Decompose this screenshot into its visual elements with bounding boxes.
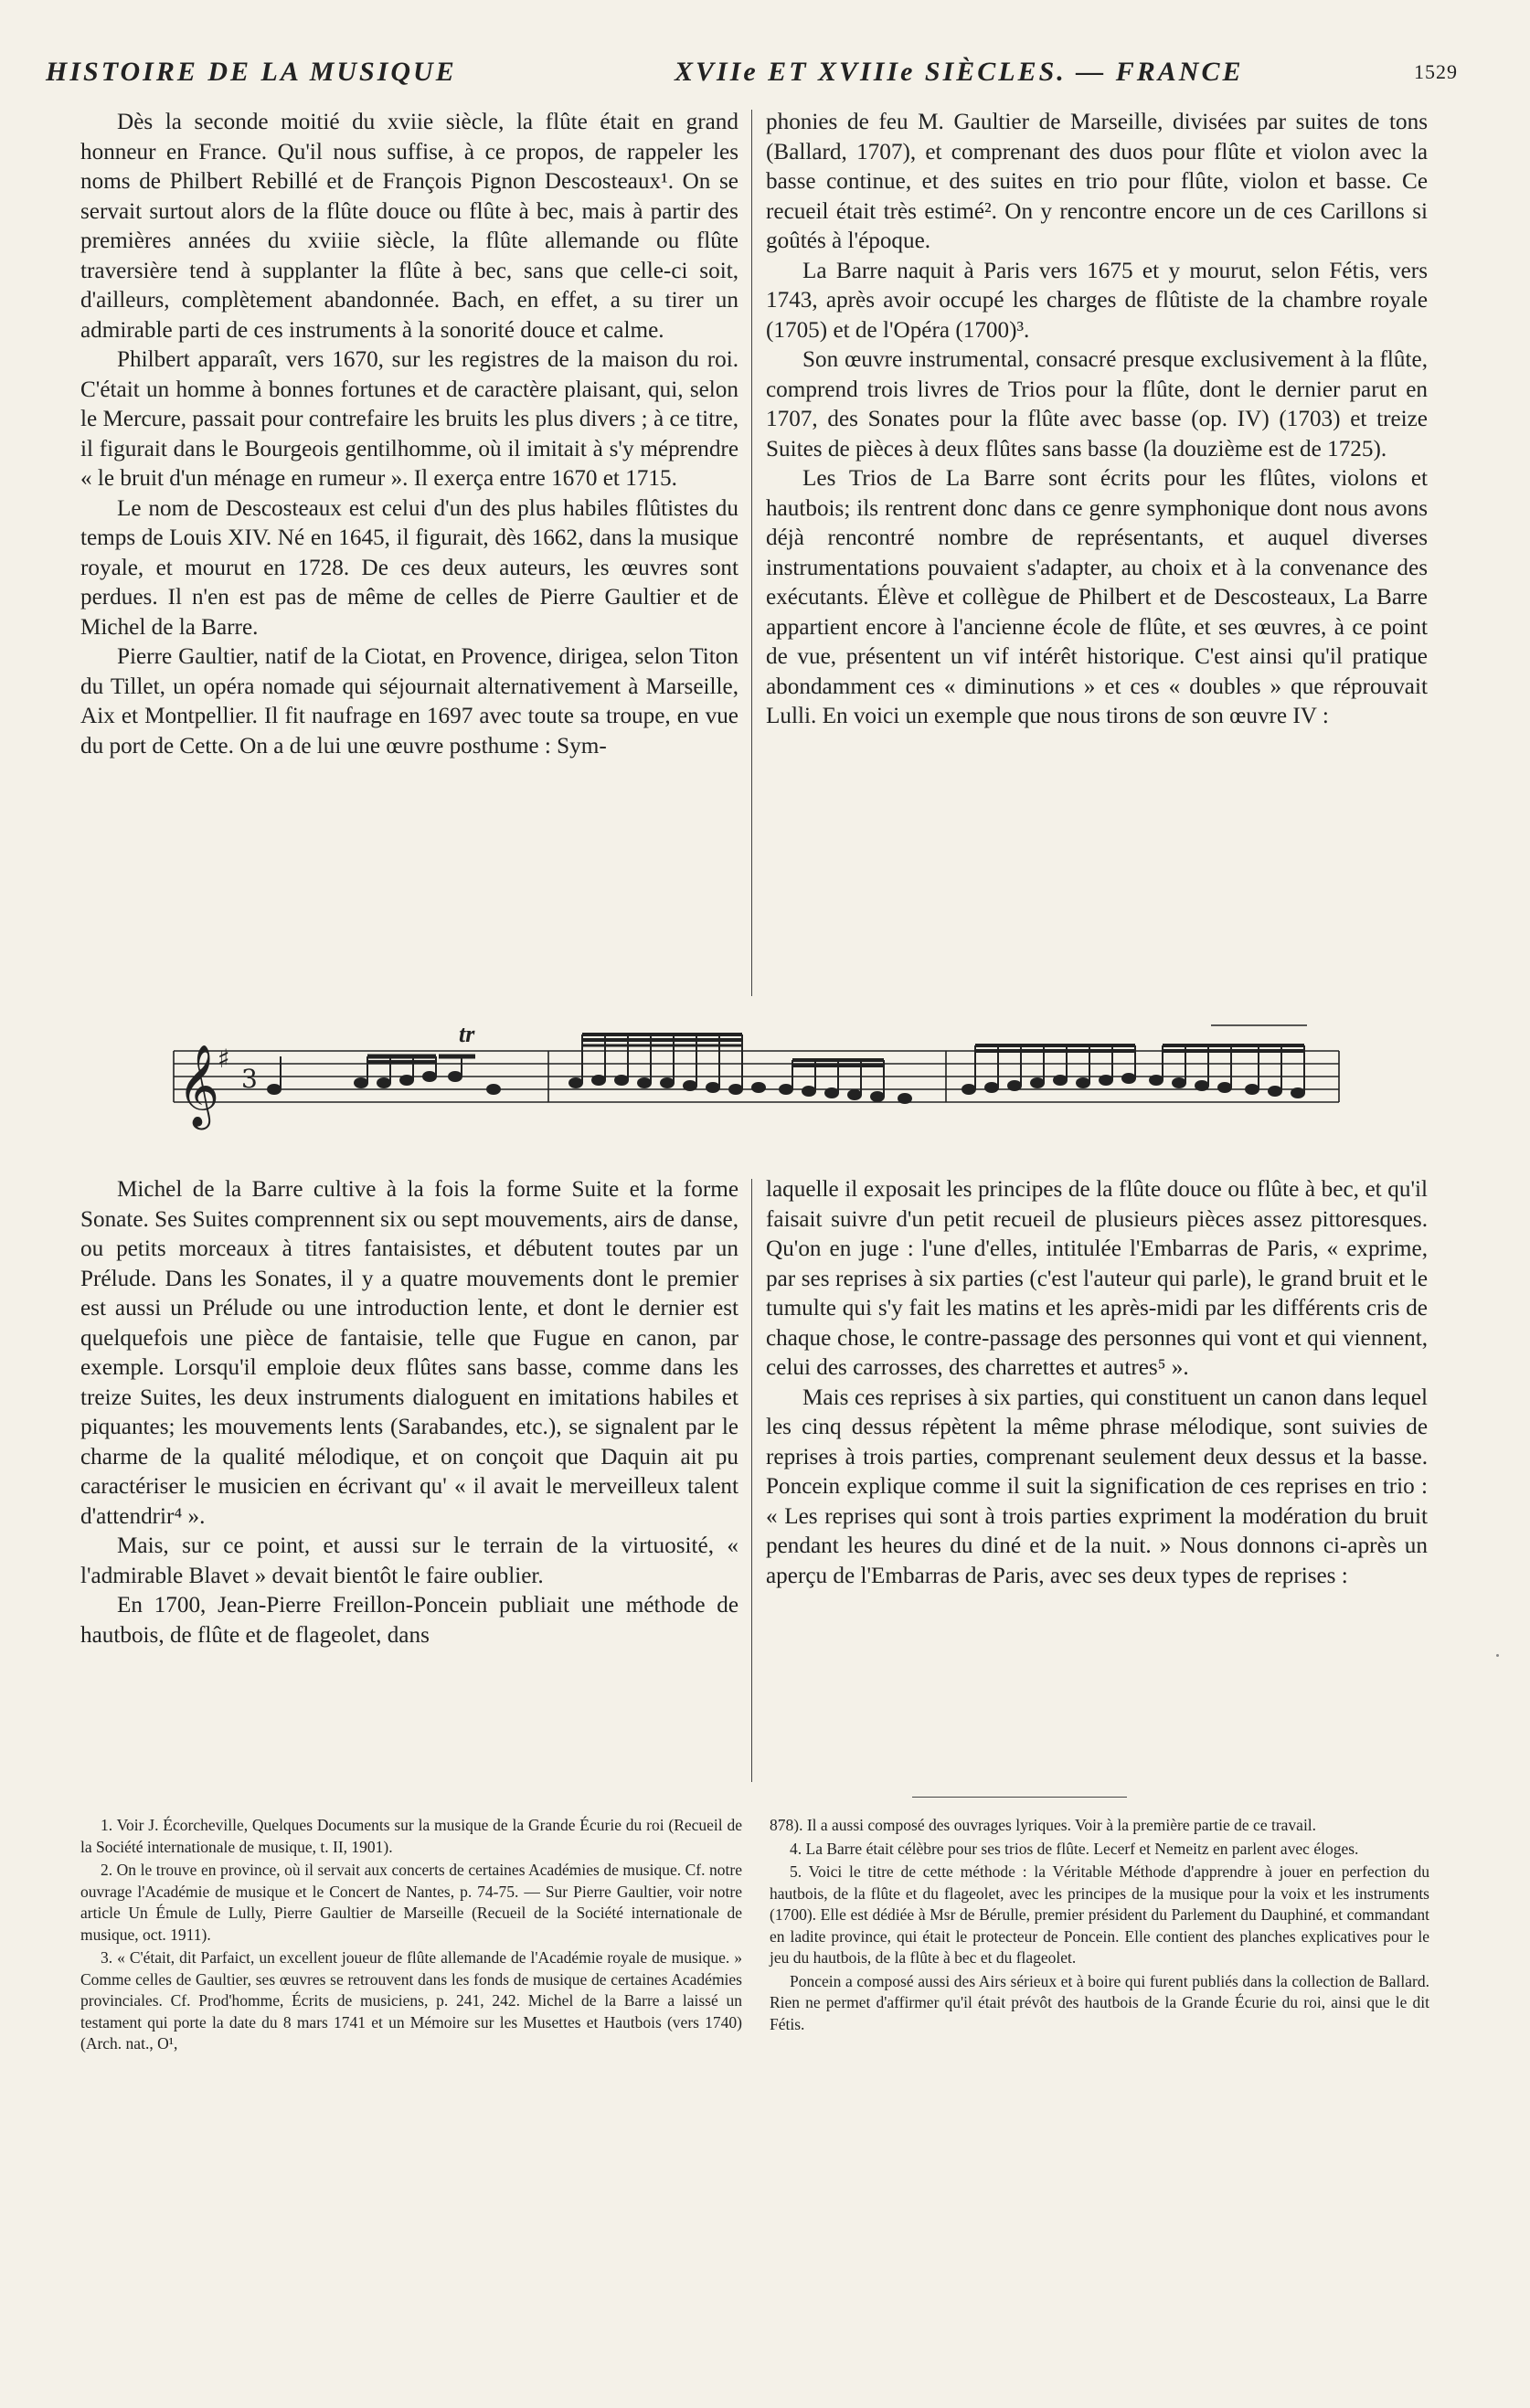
music-staff: [174, 1051, 1339, 1102]
footnote: 1. Voir J. Écorcheville, Quelques Documents sur la musique de la Grande Écurie du roi (Recueil de la Société internationale de musique, t. II, 1901).: [80, 1816, 742, 1856]
column-lower-left: [80, 1175, 738, 1650]
paragraph: phonies de feu M. Gaultier de Marseille, divisées par suites de tons (Ballard, 1707), et comprenant des duos pour flûte et violon avec la basse continue, et des suites en trio pour flûte, violon et basse. Ce recueil était très estimé². On y rencontre encore un de ces Carillons si goûtés à l'époque.: [766, 110, 1428, 253]
footnote: 5. Voici le titre de cette méthode : la Véritable Méthode d'apprendre à jouer en perfection du hautbois, de la flûte et du flageolet, avec les principes de la musique pour la voix et les instruments (1700). Elle est dédiée à Msr de Bérulle, premier président du Parlement du Dauphiné, et commandant en ladite province, qui était le protecteur de Poncein. Elle contient des planches explicatives pour le jeu du hautbois, de la flûte à bec et du flageolet.: [770, 1862, 1429, 1967]
footnote-separator: [912, 1797, 1127, 1798]
column-lower-right: [766, 1175, 1428, 1591]
footnote: Poncein a composé aussi des Airs sérieux et à boire qui furent publiés dans la collection de Ballard. Rien ne permet d'affirmer qu'il était prévôt des hautbois de la Grande Écurie du roi, ainsi que le dit Fétis.: [770, 1971, 1429, 2033]
sharp-sign: ♯: [218, 1044, 230, 1074]
footnotes-left: [80, 1815, 742, 2057]
column-divider: [751, 1179, 752, 1782]
footnote: 4. La Barre était célèbre pour ses trios de flûte. Lecerf et Nemeitz en parlent avec éloges.: [790, 1839, 1359, 1858]
column-upper-left: [80, 108, 738, 761]
footnote: 878). Il a aussi composé des ouvrages lyriques. Voir à la première partie de ce travail.: [770, 1816, 1317, 1834]
music-example: [165, 1014, 1344, 1151]
paragraph: Mais, sur ce point, et aussi sur le terrain de la virtuosité, « l'admirable Blavet » devait bientôt le faire oublier.: [80, 1533, 738, 1588]
footnote: 3. « C'était, dit Parfaict, un excellent joueur de flûte allemande de l'Académie royale de musique. » Comme celles de Gaultier, ses œuvres se retrouvent dans les fonds de musique de certaines Académies provinciales. Cf. Prod'homme, Écrits de musiciens, p. 241, 242. Michel de la Barre a laissé un testament qui porte la date du 8 mars 1741 et un Mémoire sur les Musettes et Hautbois (vers 1740) (Arch. nat., O¹,: [80, 1948, 742, 2053]
paragraph: En 1700, Jean-Pierre Freillon-Poncein publiait une méthode de hautbois, de flûte et de flageolet, dans: [80, 1593, 738, 1648]
column-upper-right: [766, 108, 1428, 732]
paragraph: laquelle il exposait les principes de la flûte douce ou flûte à bec, et qu'il faisait suivre d'un petit recueil de plusieurs pièces assez pittoresques. Qu'on en juge : l'une d'elles, intitulée l'Embarras de Paris, « exprime, par ses reprises à six parties (c'est l'auteur qui parle), le grand bruit et le tumulte qui s'y fait les matins et les après-midi par les différents cris de chaque chose, le contre-passage des personnes qui vont et qui viennent, celui des carrosses, des charrettes et autres⁵ ».: [766, 1177, 1428, 1380]
footnotes-right: [770, 1815, 1429, 2037]
paragraph: Mais ces reprises à six parties, qui constituent un canon dans lequel les cinq dessus répètent la même phrase mélodique, sont suivies de reprises à trois parties, comprenant seulement deux dessus et la basse. Poncein explique comme il suit la signification de ces reprises en trio : « Les reprises qui sont à trois parties expriment la modération du bruit pendant les heures du diné et de la nuit. » Nous donnons ci-après un aperçu de l'Embarras de Paris, avec ses deux types de reprises :: [766, 1384, 1428, 1588]
column-divider: [751, 110, 752, 996]
header-title: HISTOIRE DE LA MUSIQUE: [46, 57, 457, 87]
paragraph: La Barre naquit à Paris vers 1675 et y mourut, selon Fétis, vers 1743, après avoir occupé les charges de flûtiste de la chambre royale (1705) et de l'Opéra (1700)³.: [766, 258, 1428, 343]
paragraph: Les Trios de La Barre sont écrits pour les flûtes, violons et hautbois; ils rentrent donc dans ce genre symphonique dont nous avons déjà rencontré nombre de représentants, et auquel diverses instrumentations pouvaient s'adapter, au choix et à la convenance des exécutants. Élève et collègue de Philbert et de Descosteaux, La Barre appartient encore à l'ancienne école de flûte, et ses œuvres, à ce point de vue, présentent un vif intérêt historique. C'est ainsi qu'il pratique abondamment ces « diminutions » et ces « doubles » que réprouvait Lulli. En voici un exemple que nous tirons de son œuvre IV :: [766, 466, 1428, 728]
paragraph: Dès la seconde moitié du xviie siècle, la flûte était en grand honneur en France. Qu'il nous suffise, à ce propos, de rappeler les noms de Philbert Rebillé et de François Pignon Descosteaux¹. On se servait surtout alors de la flûte douce ou flûte à bec, mais à partir des premières années du xviiie siècle, la flûte allemande ou flûte traversière tend à supplanter la flûte à bec, sans que celle-ci soit, d'ailleurs, complètement abandonnée. Bach, en effet, a su tirer un admirable parti de ces instruments à la sonorité douce et calme.: [80, 110, 738, 343]
margin-mark: [1496, 1654, 1499, 1657]
treble-clef: 𝄞: [177, 1045, 220, 1127]
footnote: 2. On le trouve en province, où il servait aux concerts de certaines Académies de musique. Cf. notre ouvrage l'Académie de musique et le Concert de Nantes, p. 74-75. — Sur Pierre Gaultier, voir notre article Un Émule de Lully, Pierre Gaultier de Marseille (Recueil de la Société internationale de musique, oct. 1911).: [80, 1861, 742, 1944]
paragraph: Le nom de Descosteaux est celui d'un des plus habiles flûtistes du temps de Louis XIV. Né en 1645, il figurait, dès 1662, dans la musique royale, et mourut en 1728. De ces deux auteurs, les œuvres sont perdues. Il n'en est pas de même de celles de Pierre Gaultier et de Michel de la Barre.: [80, 495, 738, 640]
paragraph: Michel de la Barre cultive à la fois la forme Suite et la forme Sonate. Ses Suites comprennent six ou sept mouvements, airs de danse, ou petits morceaux à titres fantaisistes, et débutent toutes par un Prélude. Dans les Sonates, il y a quatre mouvements dont le premier est aussi un Prélude ou une introduction lente, et dont le dernier est quelquefois une pièce de fantaisie, telle que Fugue en canon, par exemple. Lorsqu'il emploie deux flûtes sans basse, comme dans les treize Suites, les deux instruments dialoguent en imitations habiles et piquantes; les mouvements lents (Sarabandes, etc.), se signalent par le charme de la qualité mélodique, et on conçoit que Daquin ait pu caractériser le musicien en écrivant qu' « il avait le merveilleux talent d'attendrir⁴ ».: [80, 1177, 738, 1529]
header-subtitle: XVIIe ET XVIIIe SIÈCLES. — FRANCE: [675, 57, 1244, 87]
paragraph: Son œuvre instrumental, consacré presque exclusivement à la flûte, comprend trois livres de Trios pour la flûte, dont le dernier parut en 1707, des Sonates pour la flûte avec basse (op. IV) (1703) et treize Suites de pièces à deux flûtes sans basse (la douzième est de 1725).: [766, 347, 1428, 461]
paragraph: Philbert apparaît, vers 1670, sur les registres de la maison du roi. C'était un homme à bonnes fortunes et de caractère plaisant, qui, selon le Mercure, passait pour contrefaire les bruits les plus divers ; à ce titre, il figurait dans le Bourgeois gentilhomme, où il imitait à s'y méprendre « le bruit d'un ménage en rumeur ». Il exerça entre 1670 et 1715.: [80, 347, 738, 491]
page-number: 1529: [1414, 60, 1458, 83]
time-signature: 3: [241, 1064, 258, 1094]
paragraph: Pierre Gaultier, natif de la Ciotat, en Provence, dirigea, selon Titon du Tillet, un opéra nomade qui séjournait alternativement à Marseille, Aix et Montpellier. Il fit naufrage en 1697 avec toute sa troupe, en vue du port de Cette. On a de lui une œuvre posthume : Sym-: [80, 644, 738, 758]
trill-ornament: tr: [459, 1021, 475, 1047]
